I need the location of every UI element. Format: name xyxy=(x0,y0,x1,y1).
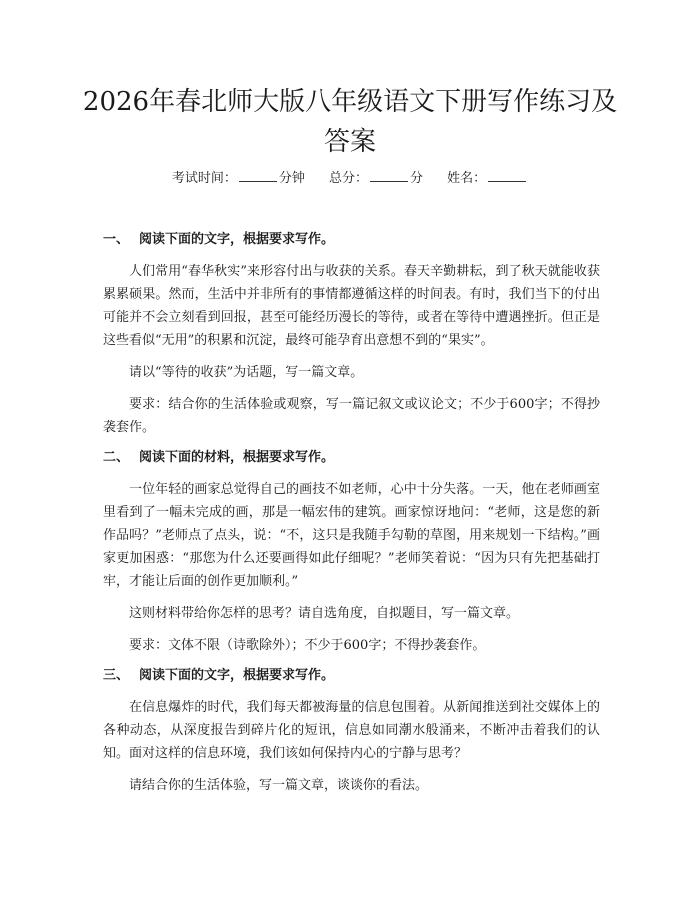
section-2 xyxy=(103,448,600,657)
exam-score xyxy=(329,167,423,189)
section-title: 阅读下面的文字，根据要求写作。 xyxy=(139,668,335,683)
student-name xyxy=(447,167,528,189)
section-heading xyxy=(103,666,600,686)
paragraph: 这则材料带给你怎样的思考？请自选角度，自拟题目，写一篇文章。 xyxy=(129,606,520,621)
section-heading xyxy=(103,230,600,250)
time-label: 考试时间： xyxy=(171,171,237,186)
exam-time xyxy=(172,167,305,189)
time-blank xyxy=(239,167,277,182)
section-3 xyxy=(103,666,600,797)
page-title: 2026年春北师大版八年级语文下册写作练习及答案 xyxy=(82,87,618,157)
name-blank xyxy=(488,167,526,182)
section-heading xyxy=(103,448,600,468)
exam-meta xyxy=(0,167,700,189)
paragraph: 要求：结合你的生活体验或观察，写一篇记叙文或议论文；不少于600字；不得抄袭套作。 xyxy=(103,397,600,435)
document-body xyxy=(103,230,600,806)
section-title: 阅读下面的材料，根据要求写作。 xyxy=(139,450,335,465)
paragraph: 人们常用“春华秋实”来形容付出与收获的关系。春天辛勤耕耘，到了秋天就能收获累累硕果。然而，生活中并非所有的事情都遵循这样的时间表。有时，我们当下的付出可能并不会立刻看到回报，甚至可能经历漫长的等待，或者在等待中遭遇挫折。但正是这些看似“无用”的积累和沉淀，最终可能孕育出意想不到的“果实”。 xyxy=(103,264,600,348)
paragraph: 一位年轻的画家总觉得自己的画技不如老师，心中十分失落。一天，他在老师画室里看到了一幅未完成的画，那是一幅宏伟的建筑。画家惊讶地问：“老师，这是您的新作品吗？”老师点了点头，说：“不，这只是我随手勾勒的草图，用来规划一下结构。”画家更加困惑：“那您为什么还要画得如此仔细呢？”老师笑着说：“因为只有先把基础打牢，才能让后面的创作更加顺利。” xyxy=(103,482,600,589)
score-blank xyxy=(370,167,408,182)
paragraph: 在信息爆炸的时代，我们每天都被海量的信息包围着。从新闻推送到社交媒体上的各种动态，从深度报告到碎片化的短讯，信息如同潮水般涌来，不断冲击着我们的认知。面对这样的信息环境，我们该如何保持内心的宁静与思考？ xyxy=(103,700,600,761)
score-label: 总分： xyxy=(328,171,368,186)
score-unit: 分 xyxy=(410,171,424,186)
time-unit: 分钟 xyxy=(278,171,305,186)
section-title: 阅读下面的文字，根据要求写作。 xyxy=(139,232,335,247)
paragraph: 请结合你的生活体验，写一篇文章，谈谈你的看法。 xyxy=(129,778,429,793)
name-label: 姓名： xyxy=(447,171,487,186)
section-number: 三、 xyxy=(103,668,130,683)
section-number: 一、 xyxy=(103,232,130,247)
paragraph: 要求：文体不限（诗歌除外）；不少于600字；不得抄袭套作。 xyxy=(129,638,486,653)
paragraph: 请以“等待的收获”为话题，写一篇文章。 xyxy=(129,365,364,380)
section-1 xyxy=(103,230,600,439)
section-number: 二、 xyxy=(103,450,130,465)
